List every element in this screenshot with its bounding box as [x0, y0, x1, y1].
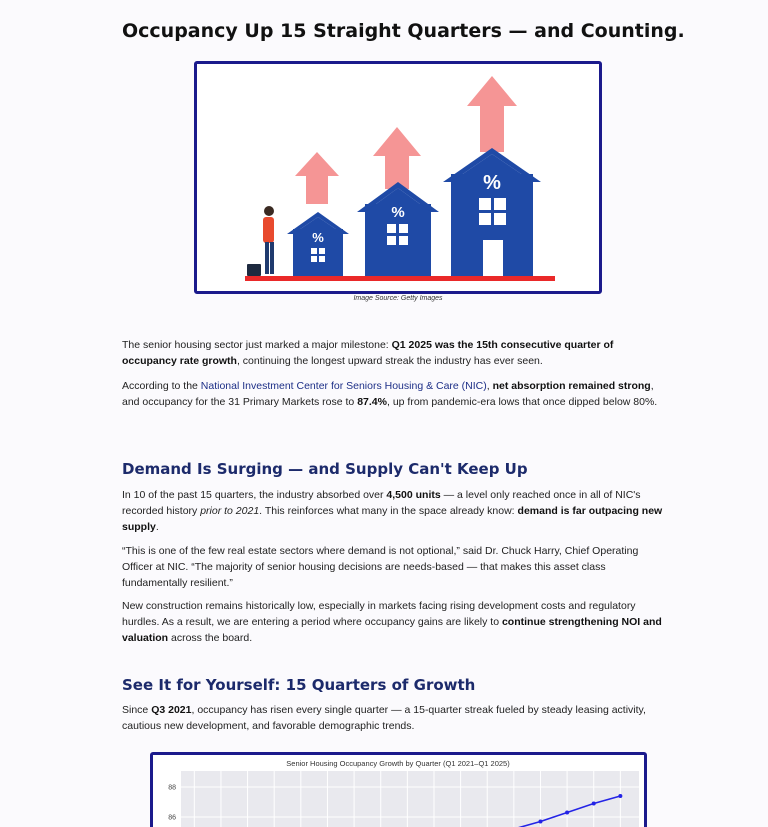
- svg-text:%: %: [312, 230, 324, 245]
- construction-paragraph: New construction remains historically low, especially in markets facing rising development costs and regulatory hurdles. As a result, we are entering a period where occupancy gains are likely to continue strengthening NOI and valuation across the board.: [122, 600, 662, 644]
- small-house-icon: [287, 212, 349, 276]
- large-house-icon: [443, 148, 541, 276]
- occupancy-chart: [150, 752, 647, 827]
- intro-paragraph: The senior housing sector just marked a major milestone: Q1 2025 was the 15th consecutive quarter of occupancy rate growth, continuing the longest upward streak the industry has ever seen.: [122, 339, 614, 367]
- y-tick-label: 88: [168, 784, 176, 792]
- section-heading-demand: Demand Is Surging — and Supply Can't Keep Up: [122, 460, 528, 478]
- chart-title: Senior Housing Occupancy Growth by Quarter (Q1 2021–Q1 2025): [286, 759, 510, 768]
- hero-image: [194, 61, 602, 294]
- y-tick-label: 86: [168, 814, 176, 822]
- growth-paragraph: Since Q3 2021, occupancy has risen every single quarter — a 15-quarter streak fueled by steady leasing activity, cautious new development, and favorable demographic trends.: [122, 704, 646, 732]
- svg-text:%: %: [391, 204, 405, 221]
- section-heading-growth: See It for Yourself: 15 Quarters of Growth: [122, 676, 476, 694]
- page-title: Occupancy Up 15 Straight Quarters — and Counting.: [122, 20, 685, 42]
- image-caption: Image Source: Getty Images: [353, 295, 443, 302]
- y-axis-ticks: [168, 785, 176, 822]
- ground-line: [245, 276, 555, 281]
- series-point: [618, 794, 622, 798]
- series-point: [538, 820, 542, 824]
- series-point: [565, 811, 569, 815]
- businessman-icon: [247, 206, 274, 276]
- svg-text:%: %: [483, 172, 501, 194]
- demand-paragraph: In 10 of the past 15 quarters, the industry absorbed over 4,500 units — a level only reached once in all of NIC's recorded history prior to 2021. This reinforces what many in the space already know: demand is far outpacing new supply.: [122, 489, 663, 533]
- nic-paragraph: According to the National Investment Center for Seniors Housing & Care (NIC), net absorption remained strong, and occupancy for the 31 Primary Markets rose to 87.4%, up from pandemic-era lows that once dipped below 80%.: [122, 380, 658, 408]
- nic-link[interactable]: National Investment Center for Seniors Housing & Care (NIC): [200, 380, 487, 392]
- occupancy-chart-svg: [153, 755, 644, 827]
- medium-house-icon: [357, 182, 439, 276]
- quote-paragraph: “This is one of the few real estate sectors where demand is not optional,” said Dr. Chuck Harry, Chief Operating Officer at NIC. “The majority of senior housing decisions are needs-based — that makes this asset class fundamentally resilient.”: [122, 545, 639, 589]
- series-point: [592, 802, 596, 806]
- houses-growth-illustration: [197, 64, 599, 291]
- plot-area: [181, 771, 639, 827]
